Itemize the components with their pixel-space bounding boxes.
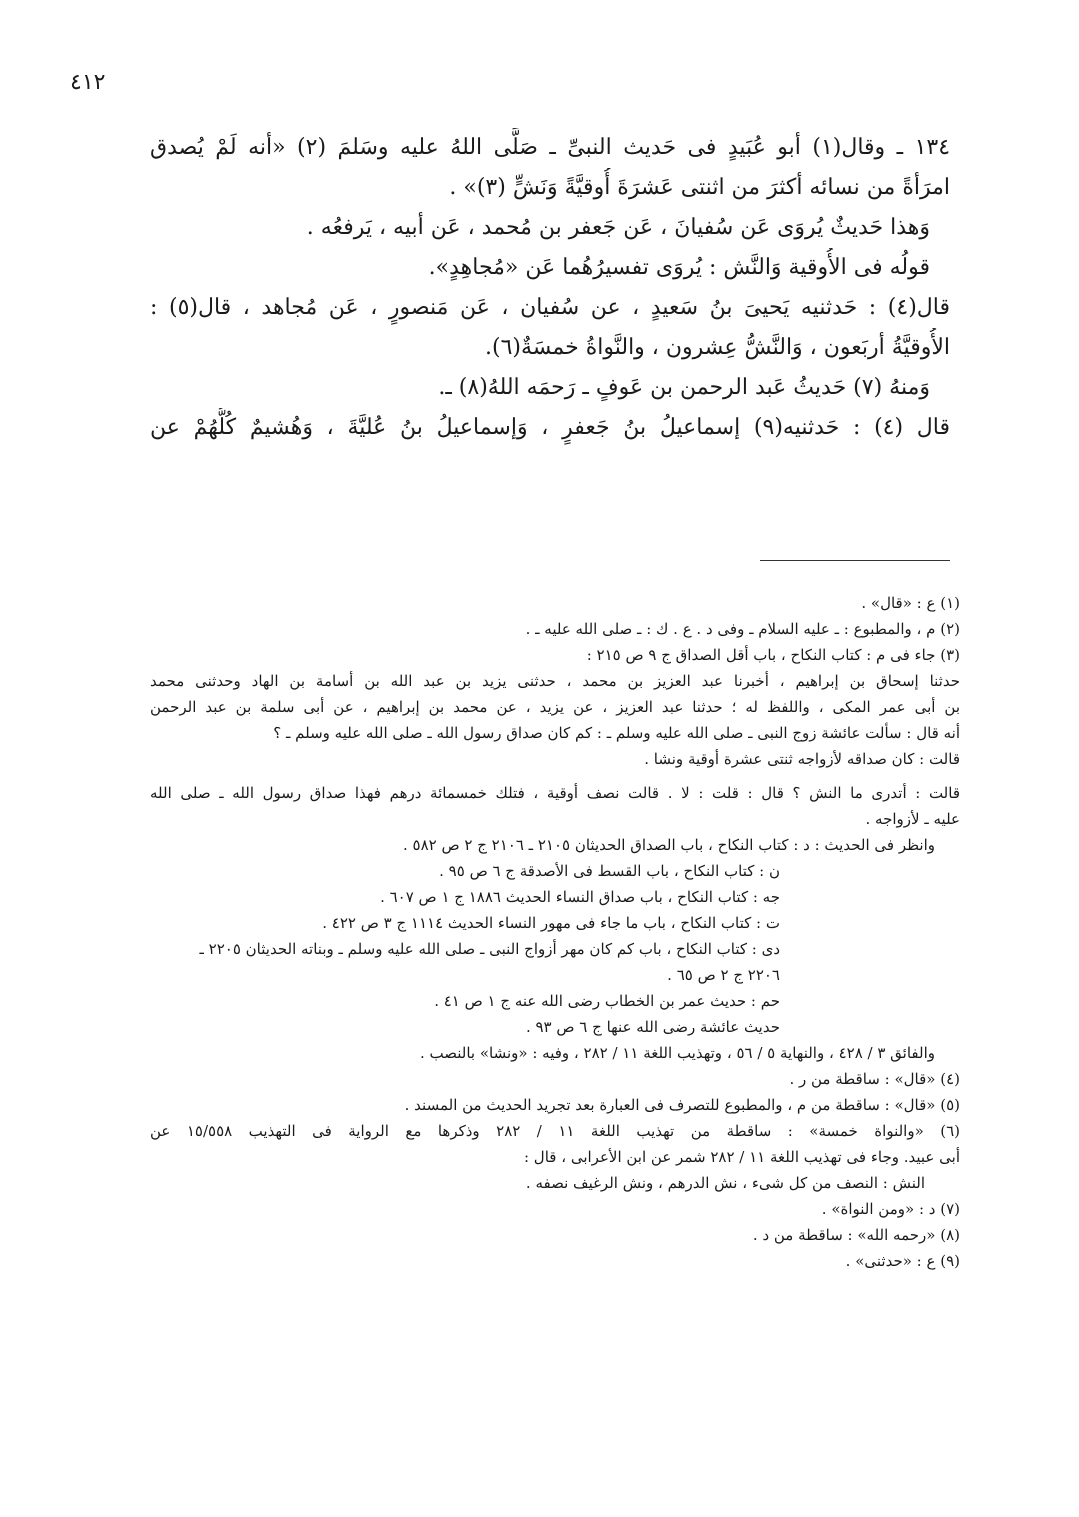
- main-line: الأُوقيَّةُ أربَعون ، وَالنَّشُّ عِشرون ، والنَّواةُ خمسَةٌ(٦).: [485, 335, 950, 360]
- footnote: (٧) د : «ومن النواة» .: [821, 1200, 960, 1218]
- footnote-quote: عليه ـ لأزواجه .: [865, 810, 960, 828]
- footnote: أبى عبيد. وجاء فى تهذيب اللغة ١١ / ٢٨٢ شمر عن ابن الأعرابى ، قال :: [523, 1148, 960, 1166]
- footnote-reference: حديث عائشة رضى الله عنها ج ٦ ص ٩٣ .: [525, 1018, 780, 1036]
- main-line: امرَأةً من نسائه أكثرَ من اثنتى عَشرَةَ أُوقيَّةً وَنَشٍّ (٣)» .: [449, 175, 950, 200]
- main-line: قولُه فى الأُوقية وَالنَّش : يُروَى تفسيرُهُما عَن «مُجاهِدٍ».: [428, 255, 930, 280]
- footnote: (٦) «والنواة خمسة» : ساقطة من تهذيب اللغة ١١ / ٢٨٢ وذكرها مع الرواية فى التهذيب ١٥/٥٥٨ عن: [150, 1122, 960, 1140]
- footnote: (٤) «قال» : ساقطة من ر .: [789, 1070, 960, 1088]
- footnote-reference: ٢٢٠٦ ج ٢ ص ٦٥ .: [667, 966, 780, 984]
- footnote-quote: أنه قال : سألت عائشة زوج النبى ـ صلى الله عليه وسلم ـ : كم كان صداق رسول الله ـ صلى الله عليه وسلم ـ ؟: [273, 724, 960, 742]
- footnote-separator: [760, 560, 950, 561]
- main-line: قال(٤) : حَدثنيه يَحيىَ بنُ سَعيدٍ ، عن سُفيان ، عَن مَنصورٍ ، عَن مُجاهد ، قال(٥) :: [150, 295, 950, 320]
- footnote: (٣) جاء فى م : كتاب النكاح ، باب أقل الصداق ج ٩ ص ٢١٥ :: [586, 646, 960, 664]
- main-line: وَهذا حَديثٌ يُروَى عَن سُفيانَ ، عَن جَعفر بن مُحمد ، عَن أبيه ، يَرفعُه .: [306, 215, 930, 240]
- page-number: ٤١٢: [70, 70, 106, 95]
- footnote-reference: حم : حديث عمر بن الخطاب رضى الله عنه ج ١ ص ٤١ .: [434, 992, 780, 1010]
- footnote-reference: دى : كتاب النكاح ، باب كم كان مهر أزواج النبى ـ صلى الله عليه وسلم ـ وبناته الحديثان ٢٢٠٥ ـ: [199, 940, 780, 958]
- footnote-reference: وانظر فى الحديث : د : كتاب النكاح ، باب الصداق الحديثان ٢١٠٥ ـ ٢١٠٦ ج ٢ ص ٥٨٢ .: [403, 836, 935, 854]
- footnote: (٢) م ، والمطبوع : ـ عليه السلام ـ وفى د . ع . ك : ـ صلى الله عليه ـ .: [525, 620, 960, 638]
- footnote: (١) ع : «قال» .: [861, 594, 960, 612]
- footnote: (٩) ع : «حدثنى» .: [845, 1252, 960, 1270]
- footnote: (٥) «قال» : ساقطة من م ، والمطبوع للتصرف فى العبارة بعد تجريد الحديث من المسند .: [404, 1096, 960, 1114]
- footnote-quote: النش : النصف من كل شىء ، نش الدرهم ، ونش الرغيف نصفه .: [525, 1174, 925, 1192]
- main-line: ١٣٤ ـ وقال(١) أبو عُبَيدٍ فى حَديث النبىِّ ـ صَلَّى اللهُ عليه وسَلمَ (٢) «أنه لَمْ يُصدق: [150, 135, 950, 160]
- main-line: وَمنهُ (٧) حَديثُ عَبد الرحمن بن عَوفٍ ـ رَحمَه اللهُ(٨) ـ.: [438, 375, 930, 400]
- footnote-reference: ن : كتاب النكاح ، باب القسط فى الأصدقة ج ٦ ص ٩٥ .: [439, 862, 780, 880]
- footnote-quote: قالت : أتدرى ما النش ؟ قال : قلت : لا . قالت نصف أوقية ، فتلك خمسمائة درهم فهذا صداق رسول الله ـ صلى الله: [150, 784, 960, 802]
- footnote: (٨) «رحمه الله» : ساقطة من د .: [752, 1226, 960, 1244]
- main-line: قال (٤) : حَدثنيه(٩) إسماعيلُ بنُ جَعفرٍ ، وَإسماعيلُ بنُ عُليَّةَ ، وَهُشيمٌ كُلُّهُمْ عن: [150, 415, 950, 440]
- footnotes: [150, 590, 960, 1274]
- footnote-quote: بن أبى عمر المكى ، واللفظ له ؛ حدثنا عبد العزيز ، عن يزيد ، عن محمد بن إبراهيم ، عن أبى سلمة بن عبد الرحمن: [150, 698, 960, 716]
- footnote-reference: جه : كتاب النكاح ، باب صداق النساء الحديث ١٨٨٦ ج ١ ص ٦٠٧ .: [380, 888, 780, 906]
- footnote-reference: والفائق ٣ / ٤٢٨ ، والنهاية ٥ / ٥٦ ، وتهذيب اللغة ١١ / ٢٨٢ ، وفيه : «ونشا» بالنصب .: [419, 1044, 935, 1062]
- main-text: [150, 128, 950, 448]
- footnote-quote: حدثنا إسحاق بن إبراهيم ، أخبرنا عبد العزيز بن محمد ، حدثنى يزيد بن عبد الله بن أسامة بن الهاد وحدثنى محمد: [150, 672, 960, 690]
- footnote-reference: ت : كتاب النكاح ، باب ما جاء فى مهور النساء الحديث ١١١٤ ج ٣ ص ٤٢٢ .: [322, 914, 780, 932]
- footnote-quote: قالت : كان صداقه لأزواجه ثنتى عشرة أوقية ونشا .: [644, 750, 960, 768]
